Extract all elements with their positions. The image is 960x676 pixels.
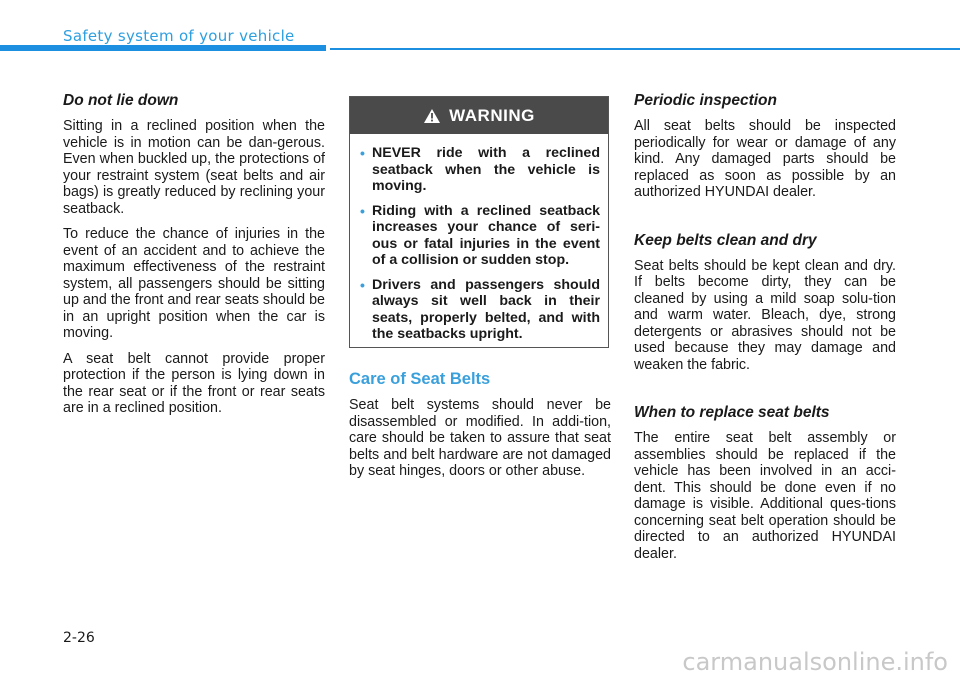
paragraph: All seat belts should be inspected periodically for wear or damage of any kind. Any damaged parts should be replaced as soon as possible by an authorized HYUNDAI dealer.	[634, 118, 896, 200]
warning-box	[349, 96, 609, 348]
warning-list	[350, 134, 608, 343]
bullet-icon: •	[360, 202, 365, 219]
header-rule-thick	[0, 45, 326, 51]
heading-care-of-seat-belts: Care of Seat Belts	[349, 370, 491, 388]
paragraph: To reduce the chance of injuries in the event of an accident and to achieve the maximum effectiveness of the restraint system, all passengers should be sitting up and the front and rear seats should be in an upright position when the car is moving.	[63, 226, 325, 341]
paragraph: A seat belt cannot provide proper protection if the person is lying down in the rear seat or if the front or rear seats are in a reclined position.	[63, 350, 325, 416]
paragraph: Seat belts should be kept clean and dry. If belts become dirty, they can be cleaned by using a mild soap solu-tion and warm water. Bleach, dye, strong detergents or abrasives should not be used because they may damage and weaken the fabric.	[634, 257, 896, 373]
paragraph: Sitting in a reclined position when the vehicle is in motion can be dan-gerous. Even when buckled up, the protections of your restraint system (seat belts and air bags) is greatly reduced by reclining your seatback.	[63, 118, 325, 217]
warning-header	[350, 97, 608, 134]
section-title: Safety system of your vehicle	[63, 27, 295, 45]
warning-triangle-icon	[423, 108, 441, 124]
warning-item: • Riding with a reclined seatback increases your chance of seri-ous or fatal injuries in the event of a collision or sudden stop.	[360, 202, 600, 268]
paragraph: The entire seat belt assembly or assemblies should be replaced if the vehicle has been involved in an acci-dent. This should be done even if no damage is visible. Additional ques-tions concerning seat belt operation should be directed to an authorized HYUNDAI dealer.	[634, 430, 896, 562]
warning-item: • NEVER ride with a reclined seatback when the vehicle is moving.	[360, 145, 600, 194]
paragraph: Seat belt systems should never be disassembled or modified. In addi-tion, care should be taken to assure that seat belts and belt hardware are not damaged by seat hinges, doors or other abuse.	[349, 397, 611, 479]
heading-keep-belts-clean: Keep belts clean and dry	[634, 231, 817, 249]
heading-do-not-lie-down: Do not lie down	[63, 92, 179, 109]
watermark: carmanualsonline.info	[682, 648, 948, 676]
bullet-icon: •	[360, 145, 365, 161]
care-section	[349, 370, 611, 489]
column-right	[634, 92, 896, 571]
warning-title: WARNING	[449, 105, 535, 125]
warning-item: • Drivers and passengers should always sit well back in their seats, properly belted, and with the seatbacks upright.	[360, 276, 600, 342]
header-rule-thin	[330, 48, 960, 50]
heading-periodic-inspection: Periodic inspection	[634, 92, 777, 109]
column-left	[63, 92, 325, 426]
heading-when-to-replace: When to replace seat belts	[634, 404, 830, 421]
page-number: 2-26	[63, 630, 95, 646]
bullet-icon: •	[360, 276, 365, 293]
